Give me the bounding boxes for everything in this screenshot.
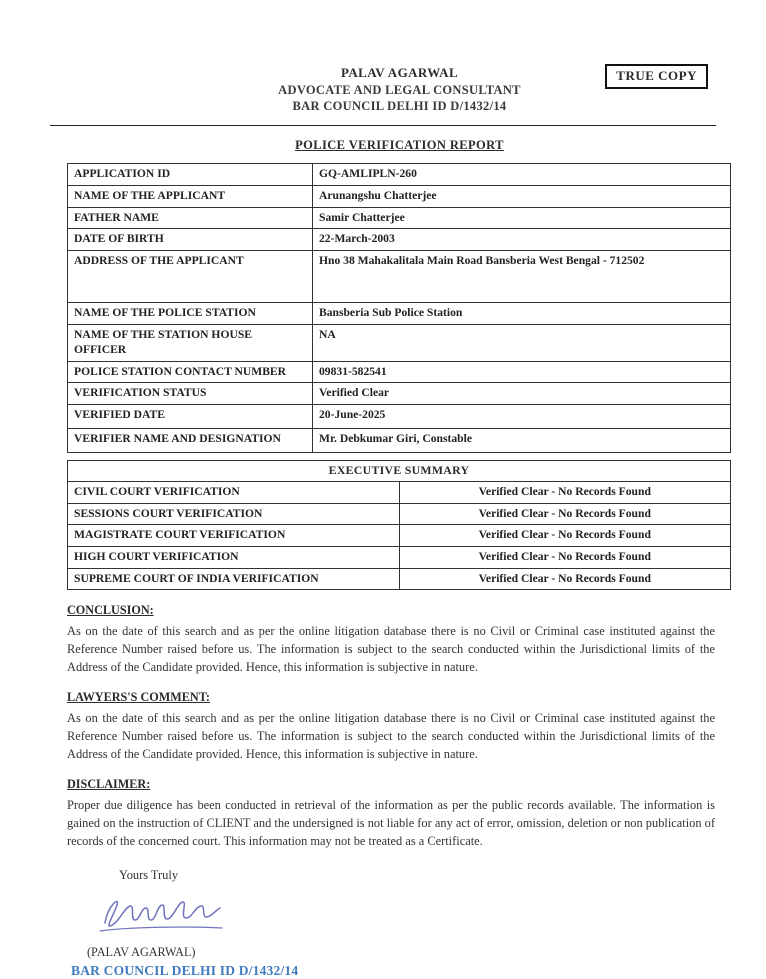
lawyers-comment-heading: LAWYERS'S COMMENT: xyxy=(67,690,210,705)
row-label: APPLICATION ID xyxy=(68,164,313,186)
row-value: NA xyxy=(313,324,731,361)
advocate-name: PALAV AGARWAL xyxy=(340,65,459,80)
table-row xyxy=(68,324,731,361)
table-row xyxy=(68,229,731,251)
row-value: Samir Chatterjee xyxy=(313,207,731,229)
table-row xyxy=(68,207,731,229)
table-row xyxy=(68,481,731,503)
table-row xyxy=(68,461,731,482)
table-row xyxy=(68,302,731,324)
row-label: HIGH COURT VERIFICATION xyxy=(68,546,400,568)
row-value: 20-June-2025 xyxy=(313,405,731,429)
row-label: SUPREME COURT OF INDIA VERIFICATION xyxy=(68,568,400,590)
row-label: CIVIL COURT VERIFICATION xyxy=(68,481,400,503)
row-label: POLICE STATION CONTACT NUMBER xyxy=(68,361,313,383)
row-value: GQ-AMLIPLN-260 xyxy=(313,164,731,186)
executive-summary-title: EXECUTIVE SUMMARY xyxy=(68,461,731,482)
executive-summary-table xyxy=(67,460,731,590)
row-label: NAME OF THE POLICE STATION xyxy=(68,302,313,324)
row-label: NAME OF THE STATION HOUSE OFFICER xyxy=(68,324,313,361)
details-table xyxy=(67,163,731,453)
table-row xyxy=(68,405,731,429)
row-value: 09831-582541 xyxy=(313,361,731,383)
row-label: NAME OF THE APPLICANT xyxy=(68,185,313,207)
table-row xyxy=(68,568,731,590)
row-label: VERIFIER NAME AND DESIGNATION xyxy=(68,429,313,453)
lawyers-comment-body: As on the date of this search and as per the online litigation database there is no Civil or Criminal case instituted against the Reference Number raised before us. The information is subject to the search conducted within the Jurisdictional limits of the Address of the Candidate provided. Hence, this information is subjective in nature. xyxy=(67,711,715,762)
row-label: VERIFIED DATE xyxy=(68,405,313,429)
signatory-name: (PALAV AGARWAL) xyxy=(87,945,196,960)
row-value: Verified Clear - No Records Found xyxy=(399,503,731,525)
row-value: Verified Clear - No Records Found xyxy=(399,568,731,590)
table-row xyxy=(68,361,731,383)
closing-text: Yours Truly xyxy=(119,868,179,883)
row-value: Mr. Debkumar Giri, Constable xyxy=(313,429,731,453)
row-value: Verified Clear - No Records Found xyxy=(399,481,731,503)
row-value: Arunangshu Chatterjee xyxy=(313,185,731,207)
row-label: VERIFICATION STATUS xyxy=(68,383,313,405)
row-value: Verified Clear - No Records Found xyxy=(399,525,731,547)
header-divider xyxy=(50,125,716,126)
table-row xyxy=(68,250,731,302)
row-label: FATHER NAME xyxy=(68,207,313,229)
row-value: 22-March-2003 xyxy=(313,229,731,251)
row-label: ADDRESS OF THE APPLICANT xyxy=(68,250,313,302)
table-row xyxy=(68,525,731,547)
table-row xyxy=(68,185,731,207)
signature-image xyxy=(95,891,732,943)
table-row xyxy=(68,546,731,568)
row-value: Bansberia Sub Police Station xyxy=(313,302,731,324)
true-copy-stamp: TRUE COPY xyxy=(605,64,708,89)
row-label: DATE OF BIRTH xyxy=(68,229,313,251)
row-value: Verified Clear xyxy=(313,383,731,405)
bar-council-id-footer: BAR COUNCIL DELHI ID D/1432/14 xyxy=(71,963,299,979)
row-label: MAGISTRATE COURT VERIFICATION xyxy=(68,525,400,547)
table-row xyxy=(68,503,731,525)
lawyers-comment-section xyxy=(67,690,732,764)
report-title: POLICE VERIFICATION REPORT xyxy=(295,138,504,153)
row-value: Verified Clear - No Records Found xyxy=(399,546,731,568)
disclaimer-heading: DISCLAIMER: xyxy=(67,777,151,792)
row-value: Hno 38 Mahakalitala Main Road Bansberia West Bengal - 712502 xyxy=(313,250,731,302)
conclusion-heading: CONCLUSION: xyxy=(67,603,154,618)
table-row xyxy=(68,429,731,453)
row-label: SESSIONS COURT VERIFICATION xyxy=(68,503,400,525)
advocate-title: ADVOCATE AND LEGAL CONSULTANT xyxy=(278,82,521,97)
table-row xyxy=(68,164,731,186)
conclusion-section xyxy=(67,603,732,677)
conclusion-body: As on the date of this search and as per the online litigation database there is no Civil or Criminal case instituted against the Reference Number raised before us. The information is subject to the search conducted within the Jurisdictional limits of the Address of the Candidate provided. Hence, this information is subjective in nature. xyxy=(67,624,715,675)
disclaimer-section xyxy=(67,777,732,851)
disclaimer-body: Proper due diligence has been conducted in retrieval of the information as per the public records available. The information is gained on the instruction of CLIENT and the undersigned is not liable for any act of error, omission, deletion or non publication of records of the concerned court. This information may not be treated as a Certificate. xyxy=(67,798,715,849)
table-row xyxy=(68,383,731,405)
bar-council-id-header: BAR COUNCIL DELHI ID D/1432/14 xyxy=(292,99,507,114)
